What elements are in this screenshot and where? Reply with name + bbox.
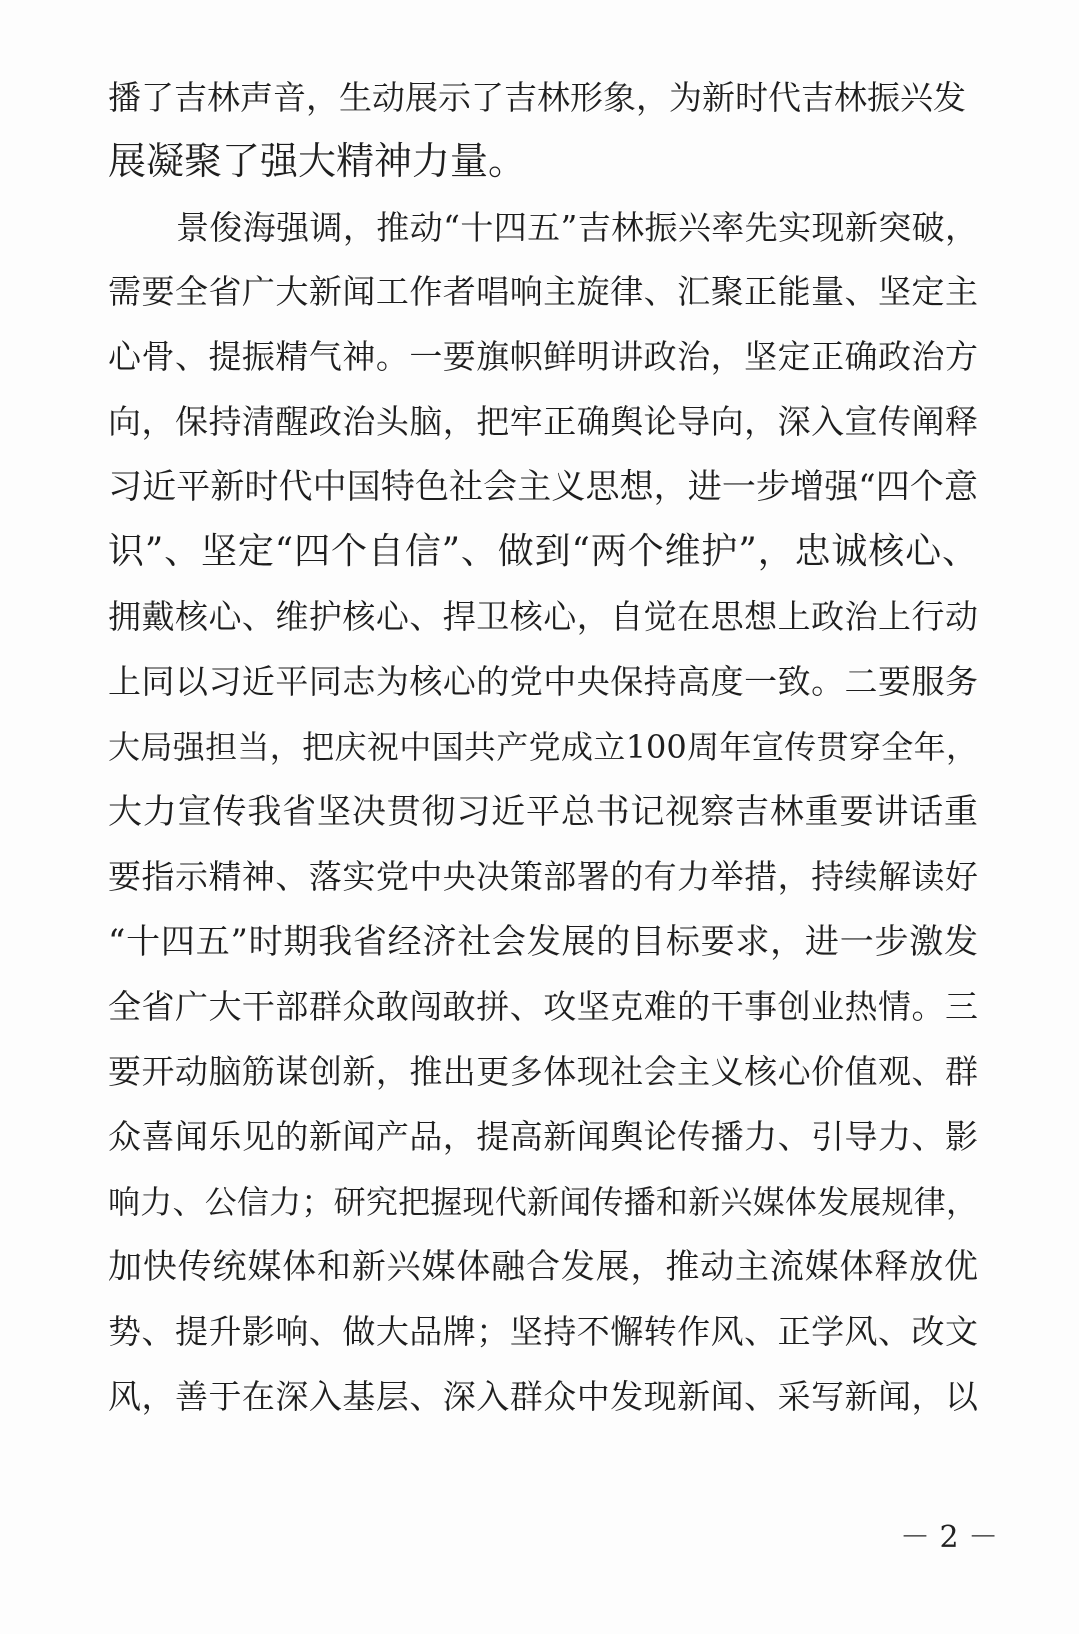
- text-line: 展凝聚了强大精神力量。: [108, 139, 527, 183]
- text-line: 向，保持清醒政治头脑，把牢正确舆论导向，深入宣传阐释: [108, 402, 978, 441]
- text-line: 心骨、提振精气神。一要旗帜鲜明讲政治，坚定正确政治方: [108, 337, 978, 376]
- text-line: 要开动脑筋谋创新，推出更多体现社会主义核心价值观、群: [108, 1052, 978, 1091]
- text-line: 全省广大干部群众敢闯敢拼、攻坚克难的干事创业热情。三: [108, 987, 978, 1026]
- text-line: 大局强担当，把庆祝中国共产党成立100周年宣传贯穿全年，: [108, 728, 978, 766]
- text-line: 上同以习近平同志为核心的党中央保持高度一致。二要服务: [108, 662, 978, 701]
- text-line: 响力、公信力；研究把握现代新闻传播和新兴媒体发展规律，: [108, 1183, 978, 1221]
- text-line: 风，善于在深入基层、深入群众中发现新闻、采写新闻，以: [108, 1377, 978, 1416]
- text-line: 习近平新时代中国特色社会主义思想，进一步增强“四个意: [108, 467, 978, 507]
- text-line: “十四五”时期我省经济社会发展的目标要求，进一步激发: [108, 922, 978, 962]
- text-line: 要指示精神、落实党中央决策部署的有力举措，持续解读好: [108, 857, 978, 896]
- text-line: 势、提升影响、做大品牌；坚持不懈转作风、正学风、改文: [108, 1312, 978, 1351]
- text-line: 需要全省广大新闻工作者唱响主旋律、汇聚正能量、坚定主: [108, 272, 978, 311]
- text-line: 加快传统媒体和新兴媒体融合发展，推动主流媒体释放优: [108, 1247, 978, 1287]
- page-number: － 2 －: [900, 1520, 999, 1555]
- text-line: 大力宣传我省坚决贯彻习近平总书记视察吉林重要讲话重: [108, 792, 978, 832]
- text-line: 拥戴核心、维护核心、捍卫核心，自觉在思想上政治上行动: [108, 597, 978, 636]
- text-line: 景俊海强调，推动“十四五”吉林振兴率先实现新突破，: [176, 208, 978, 247]
- text-line: 众喜闻乐见的新闻产品，提高新闻舆论传播力、引导力、影: [108, 1117, 978, 1156]
- text-line: 播了吉林声音，生动展示了吉林形象，为新时代吉林振兴发: [108, 78, 966, 117]
- text-line: 识”、坚定“四个自信”、做到“两个维护”，忠诚核心、: [108, 531, 978, 572]
